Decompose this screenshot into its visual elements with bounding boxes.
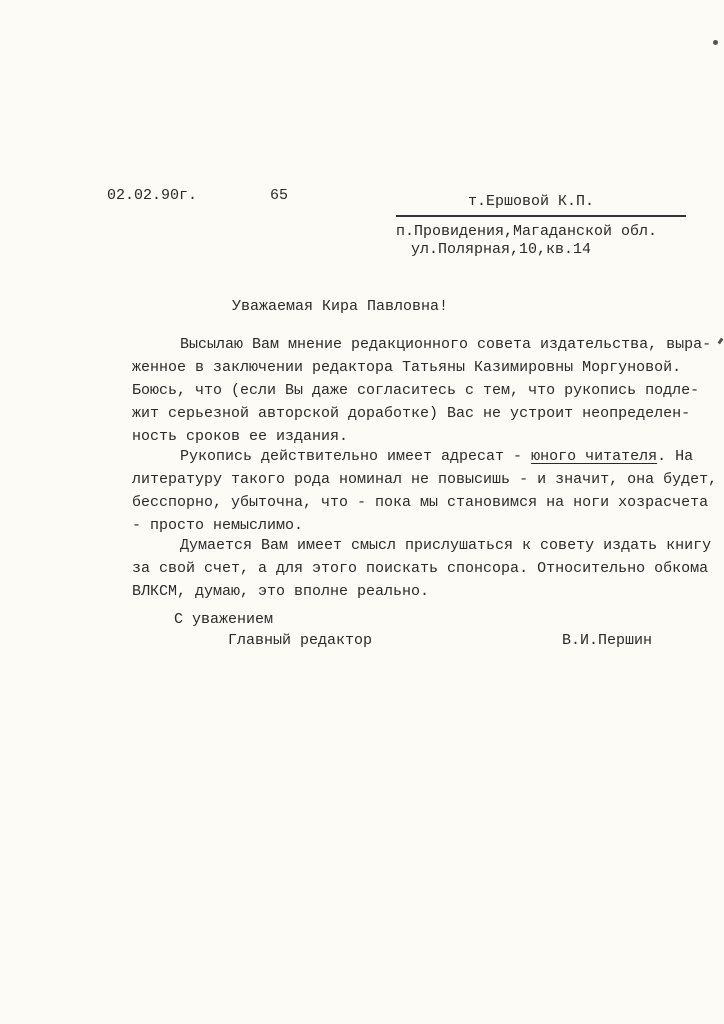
body-line: Думается Вам имеет смысл прислушаться к совету издать книгу [180,537,712,554]
body-line: за свой счет, а для этого поискать спонсора. Относительно обкома [132,560,709,577]
body-line: Высылаю Вам мнение редакционного совета издательства, выра- [180,336,712,353]
paper-speck [713,40,718,45]
body-text: Рукопись действительно имеет адресат - [180,448,532,465]
body-line: ность сроков ее издания. [132,428,349,445]
body-line: Боюсь, что (если Вы даже согласитесь с тем, что рукопись подле- [132,382,700,399]
salutation: Уважаемая Кира Павловна! [232,298,449,315]
body-text: . На [657,448,694,465]
addressee-name: т.Ершовой К.П. [468,193,595,210]
margin-mark [718,338,724,345]
address-divider [396,215,686,217]
body-line: бесспорно, убыточна, что - пока мы становимся на ноги хозрасчета [132,494,709,511]
letter-number: 65 [270,187,289,204]
address-line-2: ул.Полярная,10,кв.14 [411,241,592,258]
body-line: литературу такого рода номинал не повысишь - и значит, она будет, [132,471,718,488]
body-line [180,448,693,465]
body-line: женное в заключении редактора Татьяны Казимировны Моргуновой. [132,359,682,376]
letter-date: 02.02.90г. [107,187,198,204]
body-line: - просто немыслимо. [132,517,304,534]
signer-role: Главный редактор [228,632,373,649]
body-line: ВЛКСМ, думаю, это вполне реально. [132,583,430,600]
signer-name: В.И.Першин [562,632,653,649]
closing-regards: С уважением [174,611,274,628]
underlined-phrase: юного читателя [531,448,658,465]
address-line-1: п.Провидения,Магаданской обл. [396,223,658,240]
body-line: жит серьезной авторской доработке) Вас не устроит неопределен- [132,405,691,422]
